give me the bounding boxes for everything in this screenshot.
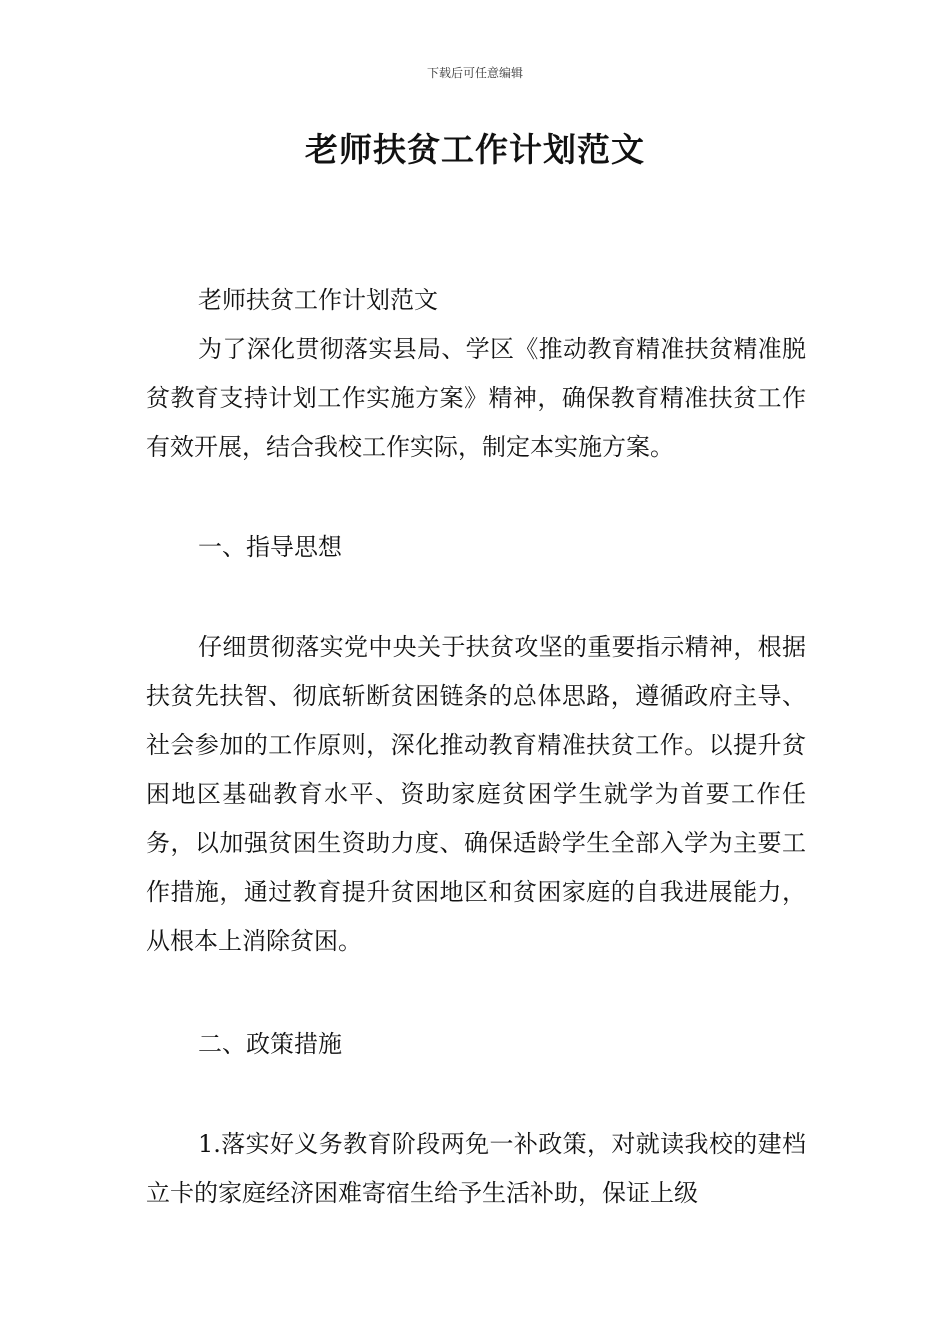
- section-1-paragraph: 仔细贯彻落实党中央关于扶贫攻坚的重要指示精神，根据扶贫先扶智、彻底斩断贫困链条的总体思路，遵循政府主导、社会参加的工作原则，深化推动教育精准扶贫工作。以提升贫困地区基础教育水平、资助家庭贫困学生就学为首要工作任务，以加强贫困生资助力度、确保适龄学生全部入学为主要工作措施，通过教育提升贫困地区和贫困家庭的自我进展能力，从根本上消除贫困。: [146, 633, 806, 955]
- document-subtitle: 老师扶贫工作计划范文: [198, 286, 438, 314]
- document-title: 老师扶贫工作计划范文: [305, 130, 645, 169]
- section-1-heading: 一、指导思想: [198, 533, 342, 561]
- intro-paragraph: 为了深化贯彻落实县局、学区《推动教育精准扶贫精准脱贫教育支持计划工作实施方案》精神，确保教育精准扶贫工作有效开展，结合我校工作实际，制定本实施方案。: [146, 335, 806, 461]
- section-2-item-1: 1.落实好义务教育阶段两免一补政策，对就读我校的建档立卡的家庭经济困难寄宿生给予生活补助，保证上级: [146, 1130, 806, 1207]
- section-2-heading: 二、政策措施: [198, 1030, 342, 1058]
- page-header-note: 下载后可任意编辑: [426, 66, 523, 80]
